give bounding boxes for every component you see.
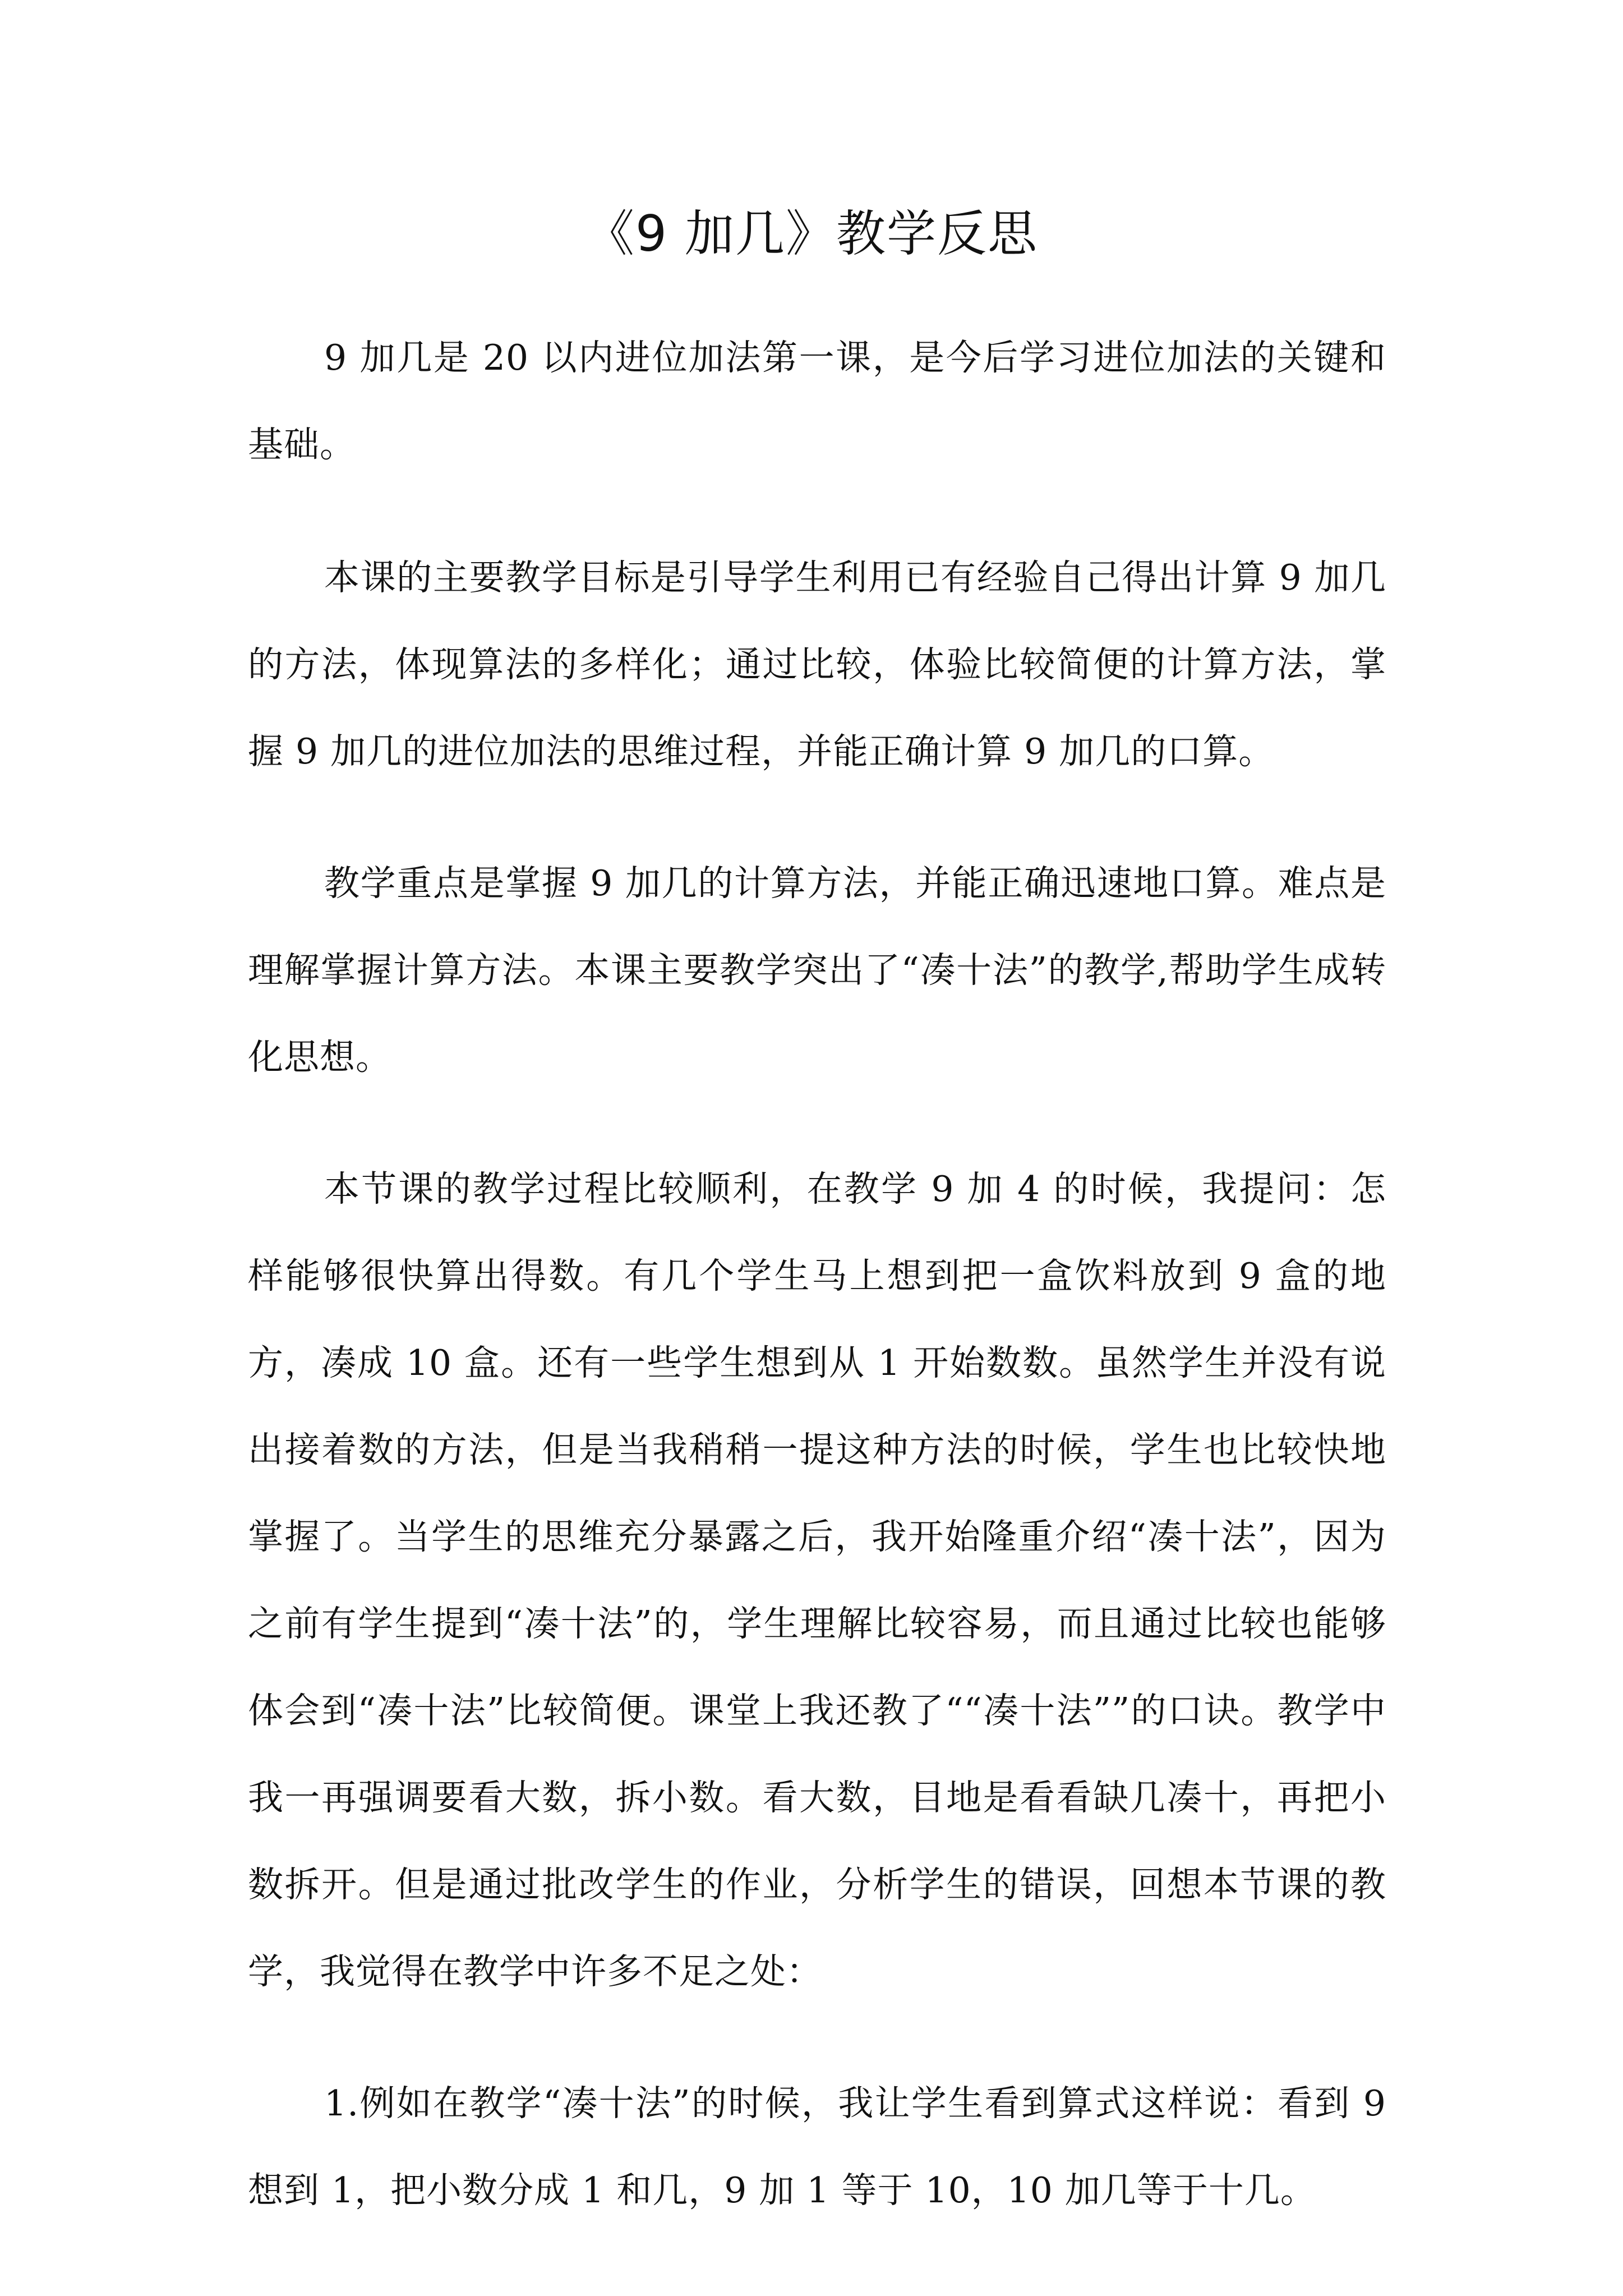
document-title: 《9 加几》教学反思: [585, 205, 1038, 263]
paragraph-intro: 9 加几是 20 以内进位加法第一课，是今后学习进位加法的关键和基础。: [248, 337, 1386, 465]
document-body: [248, 314, 1386, 2279]
paragraph-key-points: 教学重点是掌握 9 加几的计算方法，并能正确迅速地口算。难点是理解掌握计算方法。本课主要教学突出了“凑十法”的教学,帮助学生成转化思想。: [248, 863, 1386, 1078]
paragraph-objectives: 本课的主要教学目标是引导学生利用已有经验自己得出计算 9 加几的方法，体现算法的多样化；通过比较，体验比较简便的计算方法，掌握 9 加几的进位加法的思维过程，并能正确计算 9 加几的口算。: [248, 557, 1386, 772]
paragraph-process: 本节课的教学过程比较顺利，在教学 9 加 4 的时候，我提问：怎样能够很快算出得数。有几个学生马上想到把一盒饮料放到 9 盒的地方，凑成 10 盒。还有一些学生想到从 1 开始数数。虽然学生并没有说出接着数的方法，但是当我稍稍一提这种方法的时候，学生也比较快地掌握了。当学生的思维充分暴露之后，我开始隆重介绍“凑十法”，因为之前有学生提到“凑十法”的，学生理解比较容易，而且通过比较也能够体会到“凑十法”比较简便。课堂上我还教了““凑十法””的口诀。教学中我一再强调要看大数，拆小数。看大数，目地是看看缺几凑十，再把小数拆开。但是通过批改学生的作业，分析学生的错误，回想本节课的教学，我觉得在教学中许多不足之处：: [248, 1168, 1386, 1992]
paragraph-example-1: 1.例如在教学“凑十法”的时候，我让学生看到算式这样说：看到 9 想到 1，把小数分成 1 和几，9 加 1 等于 10，10 加几等于十几。: [248, 2083, 1386, 2211]
